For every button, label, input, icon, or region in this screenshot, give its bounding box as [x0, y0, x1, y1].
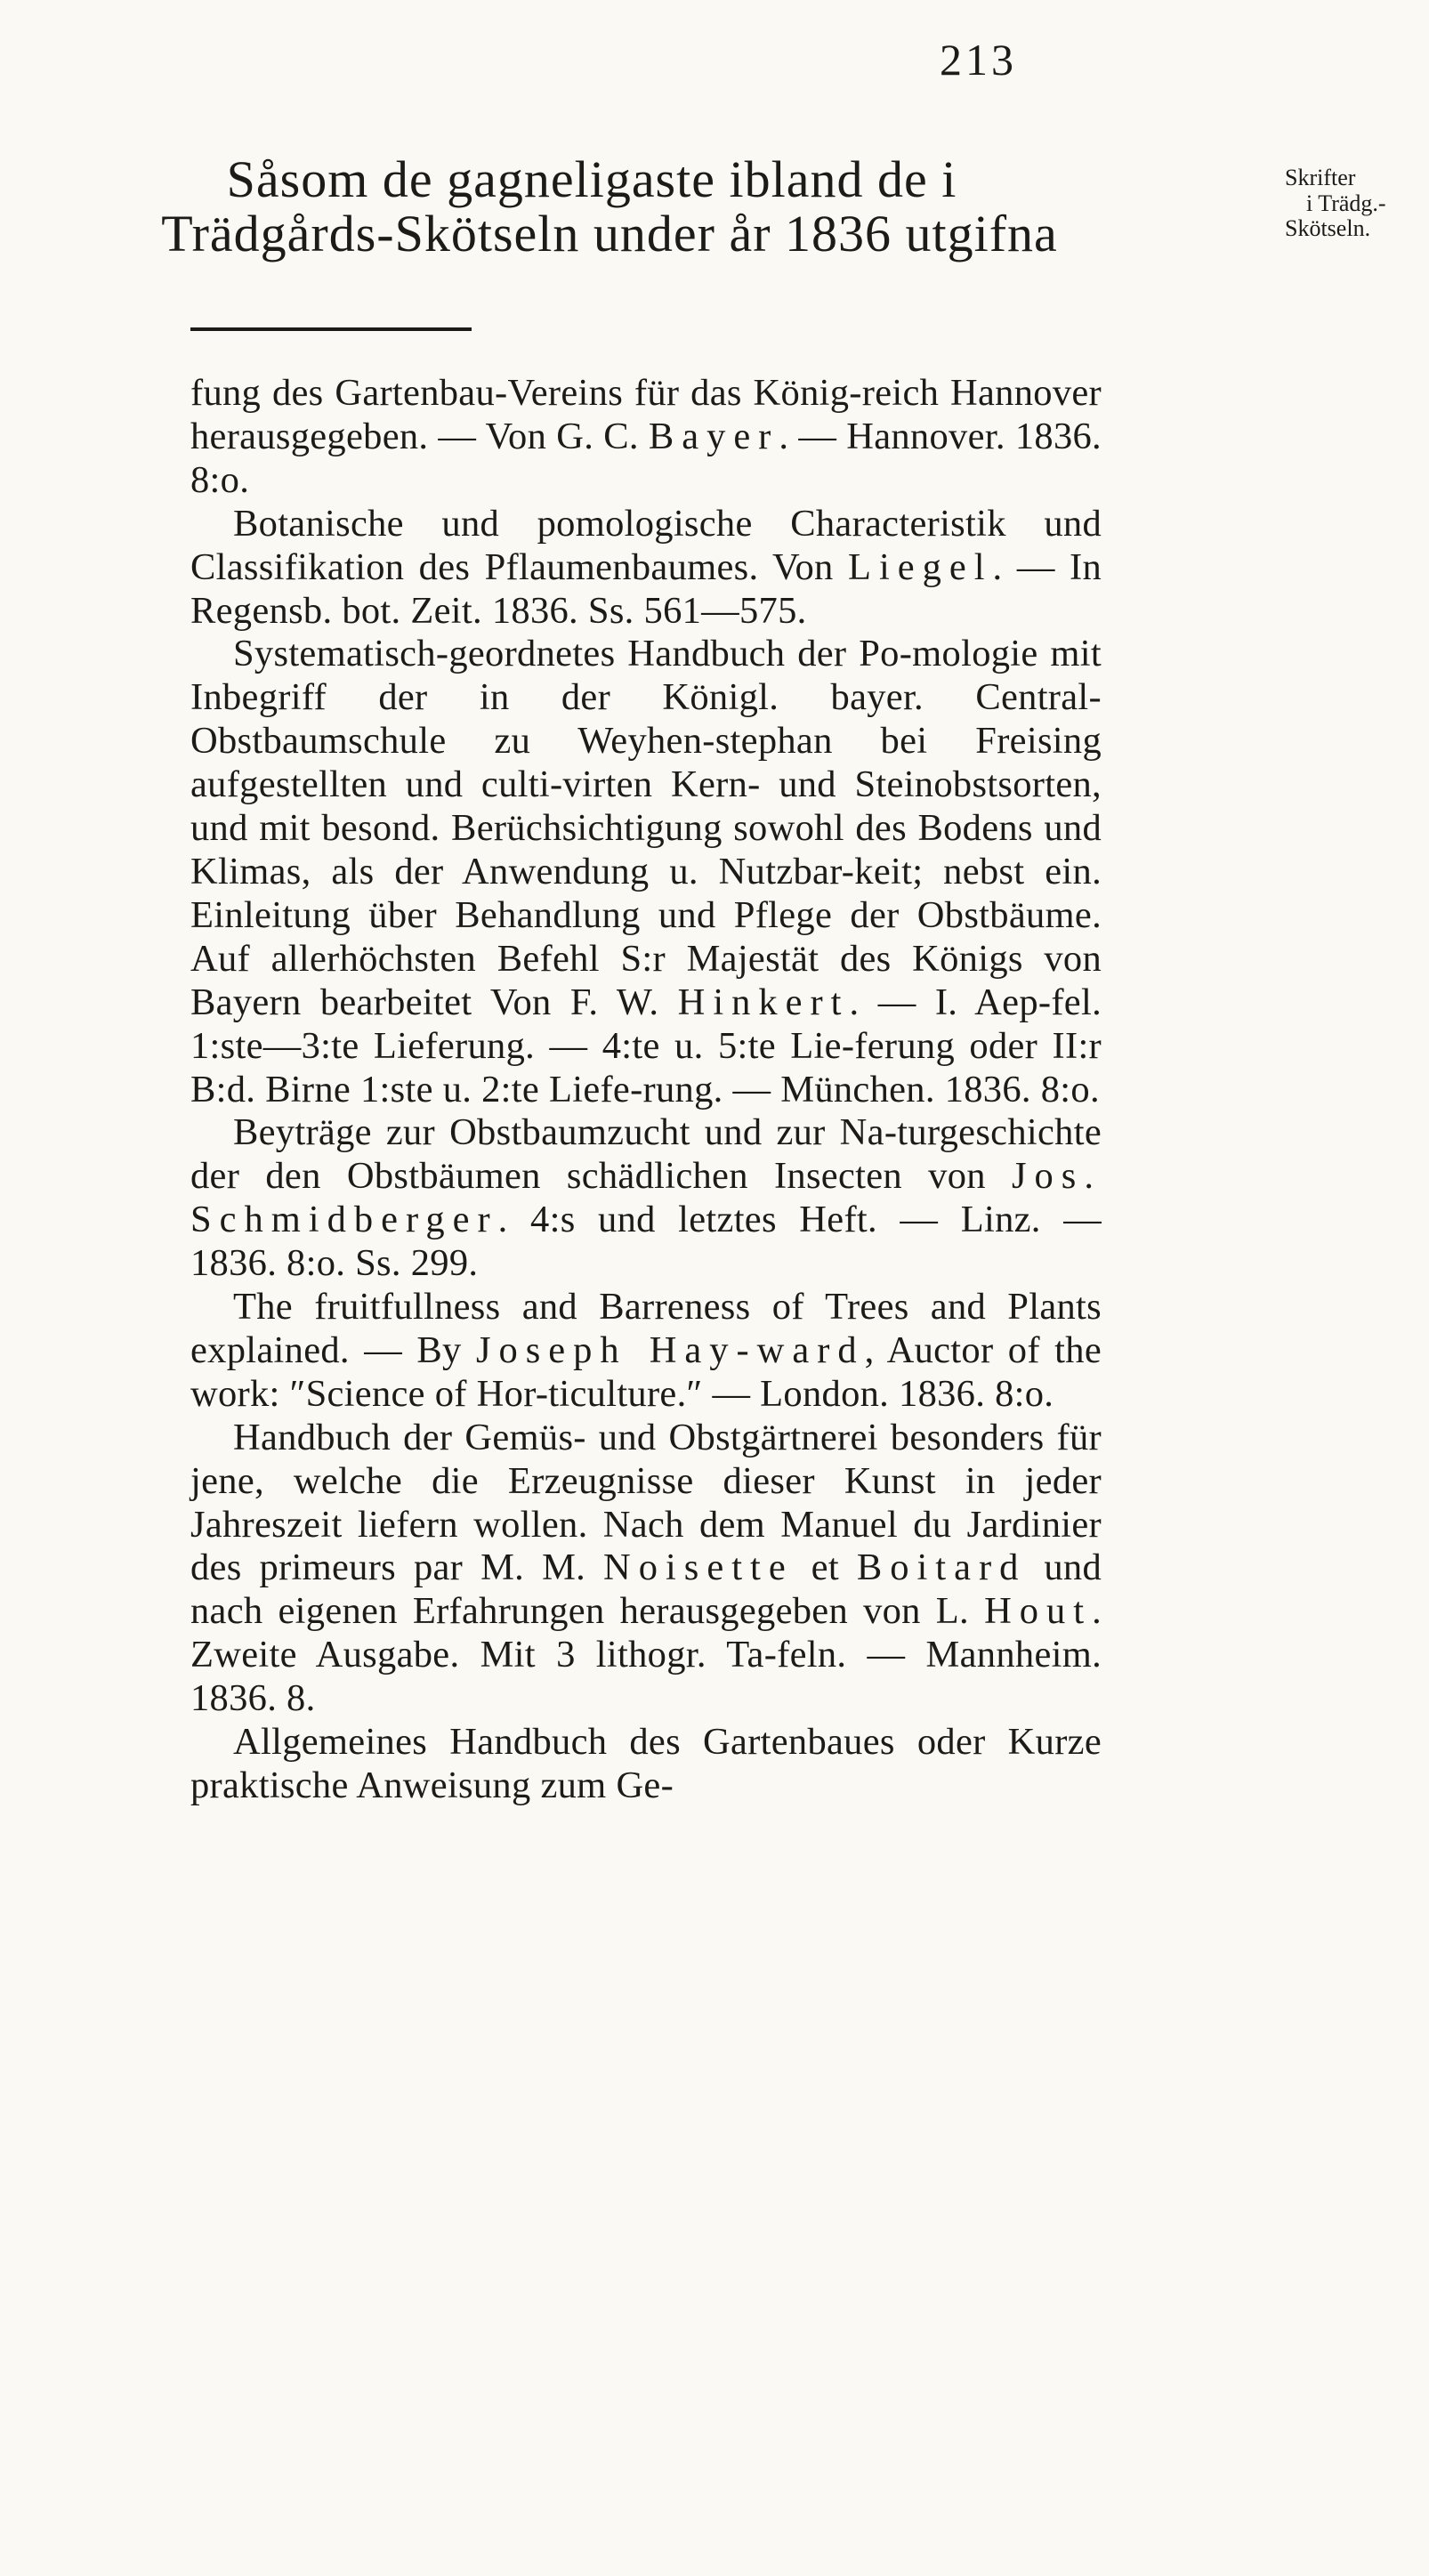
- bibliography-entry: [190, 1286, 1102, 1417]
- bibliography-list: [190, 372, 1102, 1808]
- page-heading: [0, 150, 1183, 262]
- bibliography-entry: [190, 1721, 1102, 1808]
- entry-author-3: Hout: [984, 1590, 1093, 1633]
- entry-imprint: , Auctor of the work: ″Science of Hor-ticulture.″ — London. 1836. 8:o.: [190, 1328, 1102, 1415]
- entry-imprint: . Zweite Ausgabe. Mit 3 lithogr. Ta-feln. — Mannheim. 1836. 8.: [190, 1590, 1102, 1720]
- entry-imprint: . — Hannover. 1836. 8:o.: [190, 415, 1102, 501]
- entry-imprint: . — In Regensb. bot. Zeit. 1836. Ss. 561—575.: [190, 545, 1102, 632]
- entry-author: Noisette: [603, 1546, 794, 1589]
- bibliography-entry: [190, 1417, 1102, 1721]
- entry-imprint: . 4:s und letztes Heft. — Linz. — 1836. 8:o. Ss. 299.: [190, 1199, 1102, 1285]
- bibliography-entry: [190, 503, 1102, 634]
- entry-author: Hinkert: [677, 981, 850, 1023]
- entry-text: Allgemeines Handbuch des Gartenbaues oder Kurze praktische Anweisung zum Ge-: [190, 1721, 1102, 1806]
- section-divider: [190, 327, 472, 331]
- entry-text: Systematisch-geordnetes Handbuch der Po-mologie mit Inbegriff der in der Königl. bayer. Central-Obstbaumschule zu Weyhen-stephan bei Freising aufgestellten und culti-virten Kern- und Steinobstsorten, und mit besond. Berüchsichtigung sowohl des Bodens und Klimas, als der Anwendung u. Nutzbar-keit; nebst ein. Einleitung über Behandlung und Pflege der Obstbäume. Auf allerhöchsten Befehl S:r Majestät des Königs von Bayern bearbeitet Von F. W.: [190, 633, 1102, 1023]
- entry-connector: et: [793, 1546, 857, 1589]
- entry-author: Bayer: [648, 415, 779, 457]
- bibliography-entry-continuation: [190, 372, 1102, 503]
- entry-author: Liegel: [847, 545, 993, 588]
- marginal-note: [1285, 166, 1427, 242]
- bibliography-entry: [190, 633, 1102, 1111]
- page-number: 213: [940, 35, 1017, 85]
- marginal-note-line-1: Skrifter: [1285, 165, 1356, 190]
- entry-author-2: Boitard: [856, 1546, 1027, 1589]
- heading-line-2: Trädgårds-Skötseln under år 1836 utgifna: [161, 204, 1058, 262]
- entry-text-continued: und nach eigenen Erfahrungen herausgegeben von L.: [190, 1546, 1102, 1633]
- entry-author: Joseph Hay-ward: [475, 1328, 865, 1371]
- bibliography-entry: [190, 1111, 1102, 1286]
- entry-text: Beyträge zur Obstbaumzucht und zur Na-turgeschichte der den Obstbäumen schädlichen Insecten von: [190, 1111, 1102, 1198]
- entry-text: The fruitfullness and Barreness of Trees and Plants explained. — By: [190, 1286, 1102, 1371]
- entry-text: fung des Gartenbau-Vereins für das König-reich Hannover herausgegeben. — Von G. C.: [190, 372, 1102, 457]
- entry-text: Botanische und pomologische Characteristik und Classifikation des Pflaumenbaumes. Von: [190, 502, 1102, 588]
- entry-imprint: . — I. Aep-fel. 1:ste—3:te Lieferung. — 4:te u. 5:te Lie-ferung oder II:r B:d. Birne 1:ste u. 2:te Liefe-rung. — München. 1836. 8:o.: [190, 981, 1102, 1110]
- marginal-note-line-3: Skötseln.: [1285, 215, 1371, 242]
- entry-text: Handbuch der Gemüs- und Obstgärtnerei besonders für jene, welche die Erzeugnisse dieser Kunst in jeder Jahreszeit liefern wollen. Nach dem Manuel du Jardinier des primeurs par M. M.: [190, 1416, 1102, 1589]
- marginal-note-line-2: i Trädg.-: [1306, 190, 1386, 216]
- heading-line-1: Såsom de gagneligaste ibland de i: [226, 150, 957, 208]
- entry-author: Jos. Schmidberger: [190, 1155, 1102, 1241]
